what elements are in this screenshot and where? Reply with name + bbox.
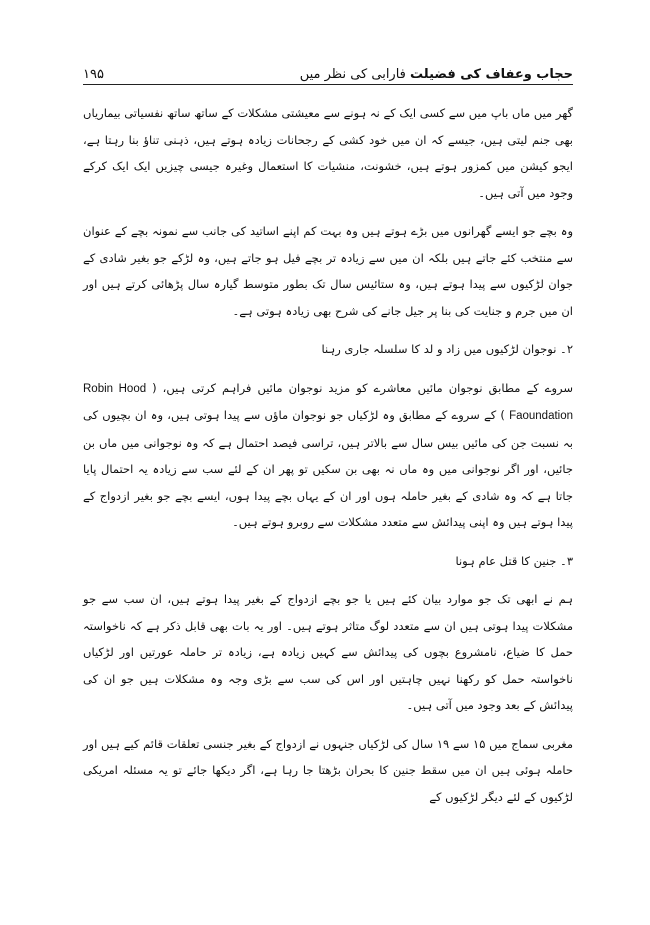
section-2-heading: ۲۔ نوجوان لڑکیوں میں زاد و لد کا سلسلہ جاری رہنا <box>321 342 573 356</box>
body-text <box>83 100 573 810</box>
page-number: ۱۹۵ <box>83 67 104 82</box>
section-2-text-a: سروے کے مطابق نوجوان مائیں معاشرے کو مزید نوجوان مائیں فراہم کرتی ہیں، ( <box>152 380 573 395</box>
running-title-bold: حجاب وعفاف کی فضیلت <box>410 67 573 82</box>
running-header <box>83 60 573 82</box>
running-title <box>300 67 573 82</box>
running-title-rest: فارابی کی نظر میں <box>299 67 411 82</box>
section-2-text-b: ) کے سروے کے مطابق وہ لڑکیاں جو نوجوان ماؤں سے پیدا ہوتی ہیں، وہ ان بچیوں کی بہ نسبت جن کی مائیں بیس سال سے بالاتر ہیں، تراسی فیصد احتمال ہے کہ وہ نوجوانی میں ماں بن جائیں، اور اگر نوجوانی میں وہ ماں نہ بھی بن سکیں تو پھر ان کے لئے سب سے زیادہ یہ احتمال پایا جاتا ہے کہ وہ شادی کے بغیر حاملہ ہوں اور ان کے یہاں بچے پیدا ہوں، ایسے بچے جو بغیر ازدواج کے پیدا ہوتے ہیں وہ اپنی پیدائش سے متعدد مشکلات سے روبرو ہوتے ہیں۔ <box>83 408 573 529</box>
foundation-name: Robin Hood Faoundation <box>83 382 574 422</box>
paragraph-1: گھر میں ماں باپ میں سے کسی ایک کے نہ ہونے سے معیشتی مشکلات کے ساتھ ساتھ نفسیاتی بیماریاں بھی جنم لیتی ہیں، جیسے کہ ان میں خود کشی کے رجحانات زیادہ ہوتے ہیں، ذہنی تناؤ بنا رہتا ہے، ایجو کیشن میں کمزور ہوتے ہیں، خشونت، منشیات کا استعمال وغیرہ جیسی چیزیں ایک ایک کرکے وجود میں آتی ہیں۔ <box>83 106 573 200</box>
section-3-paragraph-1: ہم نے ابھی تک جو موارد بیان کئے ہیں یا جو بچے ازدواج کے بغیر پیدا ہوتے ہیں، ان سب سے جو مشکلات پیدا ہوتی ہیں ان سے متعدد لوگ متاثر ہوتے ہیں۔ اور یہ بات بھی قابل ذکر ہے کہ ناخواستہ حمل کا ضیاع، نامشروع بچوں کی پیدائش سے کہیں زیادہ ہے، زیادہ تر حاملہ عورتیں اور لڑکیاں ناخواستہ حمل کو رکھنا نہیں چاہتیں اور اس کی سب سے بڑی وجہ وہ مشکلات ہیں جو ان کی پیدائش کے بعد وجود میں آتی ہیں۔ <box>83 592 573 712</box>
section-3-paragraph-2: مغربی سماج میں ۱۵ سے ۱۹ سال کی لڑکیاں جنہوں نے ازدواج کے بغیر جنسی تعلقات قائم کیے ہیں اور حاملہ ہوئی ہیں ان میں سقط جنین کا بحران بڑھتا جا رہا ہے، اگر دیکھا جائے تو یہ مسئلہ امریکی لڑکیوں کے لئے دیگر لڑکیوں کے <box>83 736 573 804</box>
paragraph-2: وہ بچے جو ایسے گھرانوں میں بڑے ہوتے ہیں وہ بہت کم اپنے اساتید کی جانب سے نمونہ بچے کے عنوان سے منتخب کئے جاتے ہیں بلکہ ان میں سے زیادہ تر بچے فیل ہو جاتے ہیں، وہ لڑکے جو بغیر شادی کے جوان لڑکیوں سے پیدا ہوتے ہیں، وہ ستائیس سال تک بطور متوسط گیارہ سال پڑھائی کرتے ہیں اور ان میں جرم و جنایت کی بنا پر جیل جانے کی شرح بھی زیادہ ہوتی ہے۔ <box>83 224 573 318</box>
section-2-paragraph <box>83 375 573 536</box>
section-3-heading: ۳۔ جنین کا قتل عام ہونا <box>455 553 573 568</box>
header-rule <box>83 84 573 85</box>
